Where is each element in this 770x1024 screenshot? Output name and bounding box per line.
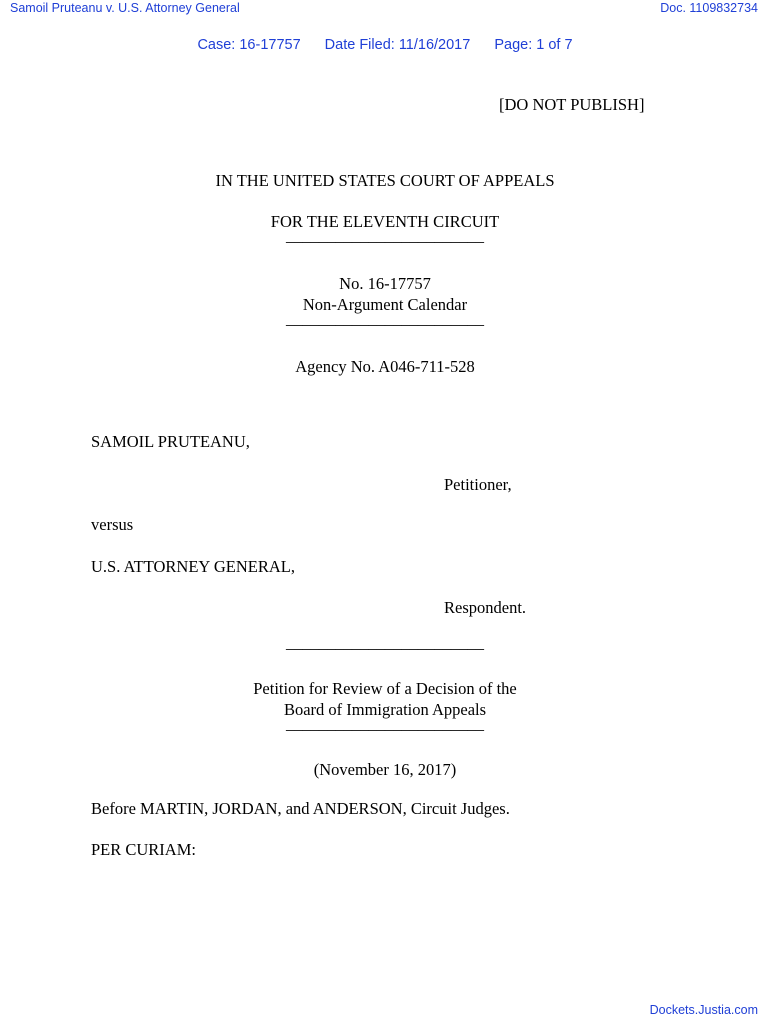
separator-line: ________________________ bbox=[286, 226, 484, 245]
date-filed-stamp: Date Filed: 11/16/2017 bbox=[324, 37, 471, 53]
petitioner-name: SAMOIL PRUTEANU, bbox=[91, 432, 250, 451]
separator-line: ________________________ bbox=[286, 633, 484, 652]
petition-description-line-2: Board of Immigration Appeals bbox=[283, 700, 487, 719]
agency-number: Agency No. A046-711-528 bbox=[295, 357, 475, 376]
publication-notice: [DO NOT PUBLISH] bbox=[499, 95, 645, 114]
doc-number-link[interactable]: Doc. 1109832734 bbox=[660, 1, 758, 15]
versus-text: versus bbox=[91, 515, 134, 534]
separator-line: ________________________ bbox=[286, 714, 484, 733]
calendar-type: Non-Argument Calendar bbox=[302, 295, 468, 314]
court-name: IN THE UNITED STATES COURT OF APPEALS bbox=[215, 171, 555, 190]
decision-date: (November 16, 2017) bbox=[313, 760, 457, 779]
panel-judges: Before MARTIN, JORDAN, and ANDERSON, Circuit Judges. bbox=[91, 799, 510, 818]
circuit-name: FOR THE ELEVENTH CIRCUIT bbox=[270, 212, 500, 231]
respondent-name: U.S. ATTORNEY GENERAL, bbox=[91, 557, 295, 576]
dockets-justia-link[interactable]: Dockets.Justia.com bbox=[649, 1003, 758, 1017]
docket-number: No. 16-17757 bbox=[339, 274, 431, 293]
petition-description-line-1: Petition for Review of a Decision of the bbox=[253, 679, 517, 698]
footer bbox=[650, 1003, 758, 1017]
per-curiam-heading: PER CURIAM: bbox=[91, 840, 196, 859]
petitioner-role: Petitioner, bbox=[444, 475, 512, 494]
page-count-stamp: Page: 1 of 7 bbox=[494, 37, 573, 53]
respondent-role: Respondent. bbox=[444, 598, 527, 617]
separator-line: ________________________ bbox=[286, 309, 484, 328]
case-number-stamp: Case: 16-17757 bbox=[197, 37, 301, 53]
case-title-link[interactable]: Samoil Pruteanu v. U.S. Attorney General bbox=[10, 1, 240, 15]
filing-stamp bbox=[0, 37, 770, 53]
